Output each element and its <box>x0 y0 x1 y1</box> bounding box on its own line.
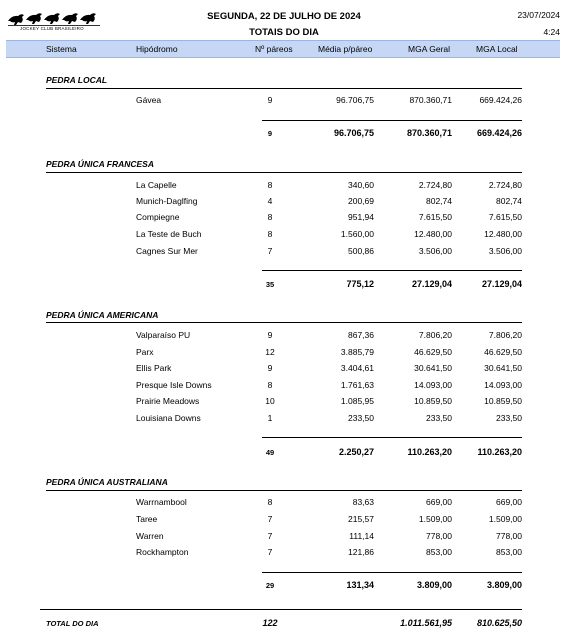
subtotal-media: 775,12 <box>346 279 374 289</box>
hipodromo-name: Rockhampton <box>136 547 189 557</box>
section-divider <box>46 490 522 491</box>
hipodromo-name: Warrnambool <box>136 497 187 507</box>
subtotal-mga-local: 27.129,04 <box>481 279 522 289</box>
mga-geral-value: 778,00 <box>426 531 452 541</box>
subtotal-mga-geral: 110.263,20 <box>407 447 452 457</box>
mga-local-value: 802,74 <box>496 196 522 206</box>
section-divider <box>46 172 522 173</box>
subtotal-media: 96.706,75 <box>333 128 374 138</box>
hipodromo-name: Taree <box>136 514 158 524</box>
mga-local-value: 669,00 <box>496 497 522 507</box>
mga-local-value: 14.093,00 <box>484 380 522 390</box>
npareos-value: 1 <box>267 413 273 423</box>
media-value: 200,69 <box>348 196 374 206</box>
npareos-value: 9 <box>267 330 273 340</box>
section-divider <box>46 322 522 323</box>
npareos-value: 8 <box>267 180 273 190</box>
mga-geral-value: 7.615,50 <box>418 212 452 222</box>
subtotal-media: 131,34 <box>346 580 374 590</box>
npareos-value: 8 <box>267 497 273 507</box>
print-date: 23/07/2024 <box>517 10 560 20</box>
mga-geral-value: 3.506,00 <box>418 246 452 256</box>
hipodromo-name: Compiegne <box>136 212 180 222</box>
npareos-value: 12 <box>265 347 275 357</box>
hipodromo-name: Louisiana Downs <box>136 413 201 423</box>
mga-geral-value: 669,00 <box>426 497 452 507</box>
subtotal-mga-geral: 27.129,04 <box>411 279 452 289</box>
mga-geral-value: 2.724,80 <box>418 180 452 190</box>
media-value: 867,36 <box>348 330 374 340</box>
mga-local-value: 7.615,50 <box>488 212 522 222</box>
npareos-value: 7 <box>267 514 273 524</box>
subtotal-mga-local: 110.263,20 <box>477 447 522 457</box>
mga-geral-value: 802,74 <box>426 196 452 206</box>
mga-local-value: 778,00 <box>496 531 522 541</box>
media-value: 83,63 <box>352 497 374 507</box>
mga-local-value: 12.480,00 <box>484 229 522 239</box>
mga-geral-value: 30.641,50 <box>414 363 452 373</box>
mga-geral-value: 12.480,00 <box>414 229 452 239</box>
media-value: 96.706,75 <box>336 95 374 105</box>
section-title: PEDRA ÚNICA AUSTRALIANA <box>46 477 168 487</box>
media-value: 951,94 <box>348 212 374 222</box>
npareos-value: 8 <box>267 229 273 239</box>
mga-local-value: 1.509,00 <box>488 514 522 524</box>
subtotal-npareos: 35 <box>265 280 275 289</box>
report-date-title: SEGUNDA, 22 DE JULHO DE 2024 <box>207 11 361 22</box>
mga-geral-value: 7.806,20 <box>418 330 452 340</box>
subtotal-mga-local: 669.424,26 <box>476 128 522 138</box>
hipodromo-name: La Teste de Buch <box>136 229 202 239</box>
mga-geral-value: 14.093,00 <box>414 380 452 390</box>
npareos-value: 8 <box>267 212 273 222</box>
subtotal-divider <box>262 437 522 438</box>
hipodromo-name: Warren <box>136 531 164 541</box>
grand-total-label: TOTAL DO DIA <box>46 619 99 628</box>
mga-local-value: 2.724,80 <box>488 180 522 190</box>
subtotal-npareos: 29 <box>265 581 275 590</box>
grand-total-npareos: 122 <box>262 618 278 628</box>
section-title: PEDRA ÚNICA AMERICANA <box>46 310 159 320</box>
subtotal-mga-local: 3.809,00 <box>486 580 522 590</box>
media-value: 215,57 <box>348 514 374 524</box>
npareos-value: 9 <box>267 95 273 105</box>
media-value: 3.885,79 <box>340 347 374 357</box>
media-value: 3.404,61 <box>340 363 374 373</box>
mga-local-value: 233,50 <box>496 413 522 423</box>
col-media: Média p/páreo <box>318 44 373 54</box>
mga-local-value: 7.806,20 <box>488 330 522 340</box>
subtotal-mga-geral: 870.360,71 <box>406 128 452 138</box>
npareos-value: 8 <box>267 380 273 390</box>
subtotal-npareos: 49 <box>265 448 275 457</box>
media-value: 111,14 <box>349 531 374 541</box>
npareos-value: 9 <box>267 363 273 373</box>
hipodromo-name: La Capelle <box>136 180 177 190</box>
hipodromo-name: Parx <box>136 347 154 357</box>
mga-local-value: 46.629,50 <box>484 347 522 357</box>
col-sistema: Sistema <box>46 44 77 54</box>
grand-total-divider <box>40 609 522 610</box>
col-mga-local: MGA Local <box>476 44 518 54</box>
section-title: PEDRA LOCAL <box>46 75 108 85</box>
subtotal-npareos: 9 <box>267 129 273 138</box>
mga-local-value: 3.506,00 <box>488 246 522 256</box>
media-value: 121,86 <box>348 547 374 557</box>
hipodromo-name: Prairie Meadows <box>136 396 200 406</box>
mga-geral-value: 870.360,71 <box>409 95 452 105</box>
hipodromo-name: Cagnes Sur Mer <box>136 246 198 256</box>
col-mga-geral: MGA Geral <box>408 44 451 54</box>
media-value: 340,60 <box>348 180 374 190</box>
npareos-value: 7 <box>267 246 273 256</box>
mga-geral-value: 10.859,50 <box>414 396 452 406</box>
mga-geral-value: 46.629,50 <box>414 347 452 357</box>
grand-total-mga-local: 810.625,50 <box>476 618 522 628</box>
hipodromo-name: Gávea <box>136 95 162 105</box>
grand-total-mga-geral: 1.011.561,95 <box>400 618 452 628</box>
mga-local-value: 669.424,26 <box>479 95 522 105</box>
print-time: 4:24 <box>543 27 560 37</box>
npareos-value: 7 <box>267 547 273 557</box>
mga-local-value: 30.641,50 <box>484 363 522 373</box>
logo-text: JOCKEY CLUB BRASILEIRO <box>20 26 84 31</box>
mga-geral-value: 1.509,00 <box>418 514 452 524</box>
hipodromo-name: Ellis Park <box>136 363 172 373</box>
media-value: 1.085,95 <box>340 396 374 406</box>
media-value: 1.560,00 <box>340 229 374 239</box>
mga-geral-value: 233,50 <box>426 413 452 423</box>
mga-geral-value: 853,00 <box>426 547 452 557</box>
subtotal-divider <box>262 572 522 573</box>
hipodromo-name: Valparaíso PU <box>136 330 191 340</box>
mga-local-value: 853,00 <box>496 547 522 557</box>
media-value: 233,50 <box>348 413 374 423</box>
npareos-value: 7 <box>267 531 273 541</box>
hipodromo-name: Munich-Daglfing <box>136 196 198 206</box>
npareos-value: 4 <box>267 196 273 206</box>
col-hipodromo: Hipódromo <box>136 44 178 54</box>
column-header-bar <box>6 40 560 58</box>
section-title: PEDRA ÚNICA FRANCESA <box>46 159 154 169</box>
media-value: 500,86 <box>348 246 374 256</box>
subtotal-media: 2.250,27 <box>338 447 374 457</box>
col-npareos: Nº páreos <box>255 44 293 54</box>
report-subtitle: TOTAIS DO DIA <box>249 27 319 38</box>
hipodromo-name: Presque Isle Downs <box>136 380 212 390</box>
subtotal-divider <box>262 270 522 271</box>
section-divider <box>46 88 522 89</box>
subtotal-divider <box>262 120 522 121</box>
mga-local-value: 10.859,50 <box>484 396 522 406</box>
media-value: 1.761,63 <box>340 380 374 390</box>
npareos-value: 10 <box>265 396 275 406</box>
subtotal-mga-geral: 3.809,00 <box>416 580 452 590</box>
